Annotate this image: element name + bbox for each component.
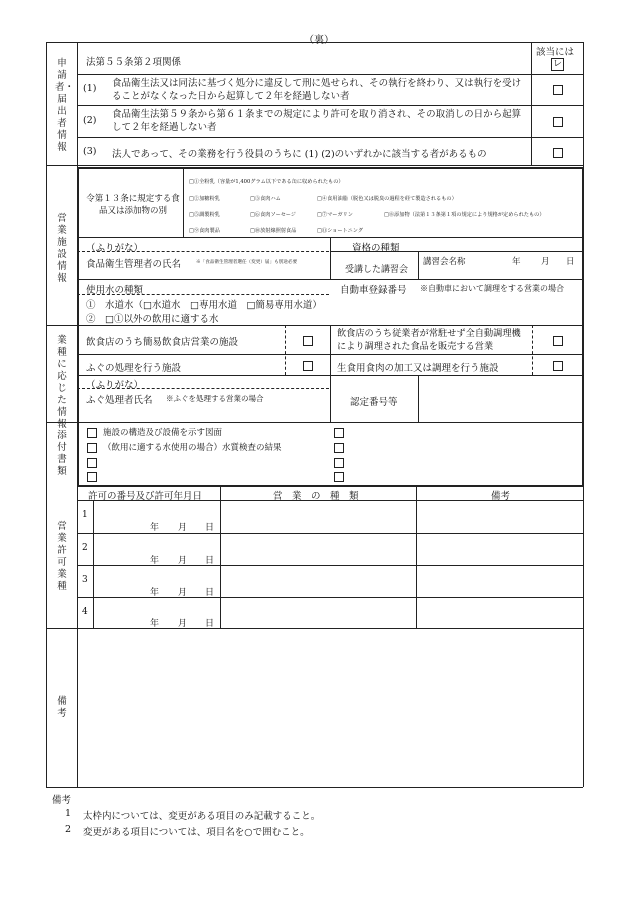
attachments-section-label: 添付書類 xyxy=(57,430,67,477)
permit-day: 日 xyxy=(205,588,215,598)
water-label: 使用水の種類 xyxy=(86,285,144,296)
applicable-check-mark: レ xyxy=(552,59,562,69)
additive-option[interactable]: □⑩放射線照射食品 xyxy=(250,228,297,234)
fugu-name-label: ふぐ処理者氏名 xyxy=(86,395,153,406)
note-num: 2 xyxy=(65,824,72,835)
course-year: 年 xyxy=(512,257,521,267)
permits-section-label: 営業許可業種 xyxy=(57,521,67,592)
additive-label: 令第１３条に規定する食品又は添加物の別 xyxy=(86,194,180,216)
applicant-item-text: 食品衛生法第５９条から第６１条までの規定により許可を取り消され、その取消しの日から起算して２年を経過しない者 xyxy=(112,109,522,133)
attachment-checkbox[interactable] xyxy=(334,472,344,482)
permit-year: 年 xyxy=(150,556,160,566)
permit-year: 年 xyxy=(150,523,160,533)
permit-row-num: 1 xyxy=(82,510,88,520)
water-option-2[interactable]: ② □①以外の飲用に適する水 xyxy=(86,314,219,325)
permit-row-num: 3 xyxy=(82,575,88,585)
course-name-label: 講習会名称 xyxy=(423,257,466,267)
permit-col-remarks: 備考 xyxy=(491,491,511,502)
manager-note: ※「食品衛生管理者選任（変更）届」も別途必要 xyxy=(196,260,298,265)
business-item-label: 飲食店のうち従業者が常駐せず全自動調理機により調理された食品を販売する営業 xyxy=(337,328,521,352)
business-item-label: 飲食店のうち簡易飲食店営業の施設 xyxy=(86,337,239,348)
business-checkbox[interactable] xyxy=(303,361,313,371)
applicable-check-box[interactable] xyxy=(551,58,564,71)
permit-day: 日 xyxy=(205,556,215,566)
additive-option[interactable]: □④食用油脂（脱色又は脱臭の過程を経て製造されるもの） xyxy=(317,196,457,202)
additive-option[interactable]: □⑪ショートニング xyxy=(317,228,363,234)
course-day: 日 xyxy=(566,257,575,267)
applicant-item-num: (2) xyxy=(83,115,97,126)
additive-option[interactable]: □⑥食肉ソーセージ xyxy=(250,212,296,218)
applicant-section-label: 申請者・届出者情報 xyxy=(55,58,75,153)
attachment-checkbox[interactable] xyxy=(334,428,344,438)
business-checkbox[interactable] xyxy=(553,361,563,371)
applicant-item-text: 食品衛生法又は同法に基づく処分に違反して刑に処せられ、その執行を終わり、又は執行を受けることがなくなった日から起算して２年を経過しない者 xyxy=(112,78,522,102)
vehicle-note: ※自動車において調理をする営業の場合 xyxy=(420,284,564,293)
additive-option[interactable]: □⑤調製粉乳 xyxy=(189,212,220,218)
additive-option[interactable]: □③食肉ハム xyxy=(250,196,281,202)
notes-title: 備考 xyxy=(52,795,72,806)
attachment-checkbox[interactable] xyxy=(334,443,344,453)
applicant-item-num: (1) xyxy=(83,83,97,94)
course-label: 受講した講習会 xyxy=(345,265,409,275)
facility-section-label: 営業施設情報 xyxy=(57,213,67,284)
permit-month: 月 xyxy=(178,523,188,533)
applicant-item-text: 法人であって、その業務を行う役員のうちに (1) (2)のいずれかに該当する者があるもの xyxy=(112,149,487,160)
permit-row-num: 2 xyxy=(82,543,88,553)
applicant-item-num: (3) xyxy=(83,146,97,157)
attachment-checkbox[interactable] xyxy=(87,472,97,482)
manager-furigana: （ふりがな） xyxy=(86,243,144,254)
permit-year: 年 xyxy=(150,588,160,598)
water-option-1[interactable]: ① 水道水（□水道水 □専用水道 □簡易専用水道） xyxy=(86,300,322,311)
attachment-checkbox[interactable] xyxy=(334,458,344,468)
permit-day: 日 xyxy=(205,619,215,629)
note-text: 変更がある項目については、項目名を○で囲むこと。 xyxy=(83,827,310,838)
business-checkbox[interactable] xyxy=(303,336,313,346)
additive-option[interactable]: □⑦マーガリン xyxy=(317,212,353,218)
permit-col-type: 営 業 の 種 類 xyxy=(273,491,359,502)
additive-option[interactable]: □②加糖粉乳 xyxy=(189,196,220,202)
qualification-label: 資格の種類 xyxy=(352,243,400,254)
business-checkbox[interactable] xyxy=(553,336,563,346)
manager-name-label: 食品衛生管理者の氏名 xyxy=(86,259,182,270)
cert-label: 認定番号等 xyxy=(350,397,398,408)
note-text: 太枠内については、変更がある項目のみ記載すること。 xyxy=(83,811,321,822)
vehicle-label: 自動車登録番号 xyxy=(340,285,407,296)
applicant-item-checkbox[interactable] xyxy=(553,117,563,127)
additive-option[interactable]: □⑨食肉製品 xyxy=(189,228,220,234)
business-section-label: 業種に応じた情報 xyxy=(57,335,67,430)
permit-month: 月 xyxy=(178,588,188,598)
applicant-header: 法第５５条第２項関係 xyxy=(86,57,182,68)
additive-option[interactable]: □①全粉乳（容量が1,400グラム以下である缶に収められたもの） xyxy=(189,179,344,185)
additive-option[interactable]: □⑧添加物（法第１３条第１項の規定により規格が定められたもの） xyxy=(384,212,545,218)
applicable-header: 該当には xyxy=(536,47,575,58)
page-label: （裏） xyxy=(304,35,334,46)
attachment-checkbox[interactable] xyxy=(87,428,97,438)
attachment-checkbox[interactable] xyxy=(87,443,97,453)
permit-year: 年 xyxy=(150,619,160,629)
permit-day: 日 xyxy=(205,523,215,533)
attachment-label: 施設の構造及び設備を示す図面 xyxy=(103,428,223,438)
permit-row-num: 4 xyxy=(82,607,88,617)
remarks-section-label: 備考 xyxy=(57,696,67,719)
attachment-label: （飲用に適する水使用の場合）水質検査の結果 xyxy=(103,443,282,453)
permit-month: 月 xyxy=(178,556,188,566)
permit-month: 月 xyxy=(178,619,188,629)
remarks-field[interactable] xyxy=(78,629,582,786)
business-item-label: 生食用食肉の加工又は調理を行う施設 xyxy=(337,363,499,374)
applicant-item-checkbox[interactable] xyxy=(553,148,563,158)
applicant-item-checkbox[interactable] xyxy=(553,85,563,95)
note-num: 1 xyxy=(65,808,72,819)
permit-col-number: 許可の番号及び許可年月日 xyxy=(88,491,203,502)
course-month: 月 xyxy=(541,257,550,267)
attachment-checkbox[interactable] xyxy=(87,458,97,468)
fugu-furigana: （ふりがな） xyxy=(86,380,144,391)
fugu-note: ※ふぐを処理する営業の場合 xyxy=(166,394,264,403)
business-item-label: ふぐの処理を行う施設 xyxy=(86,363,182,374)
